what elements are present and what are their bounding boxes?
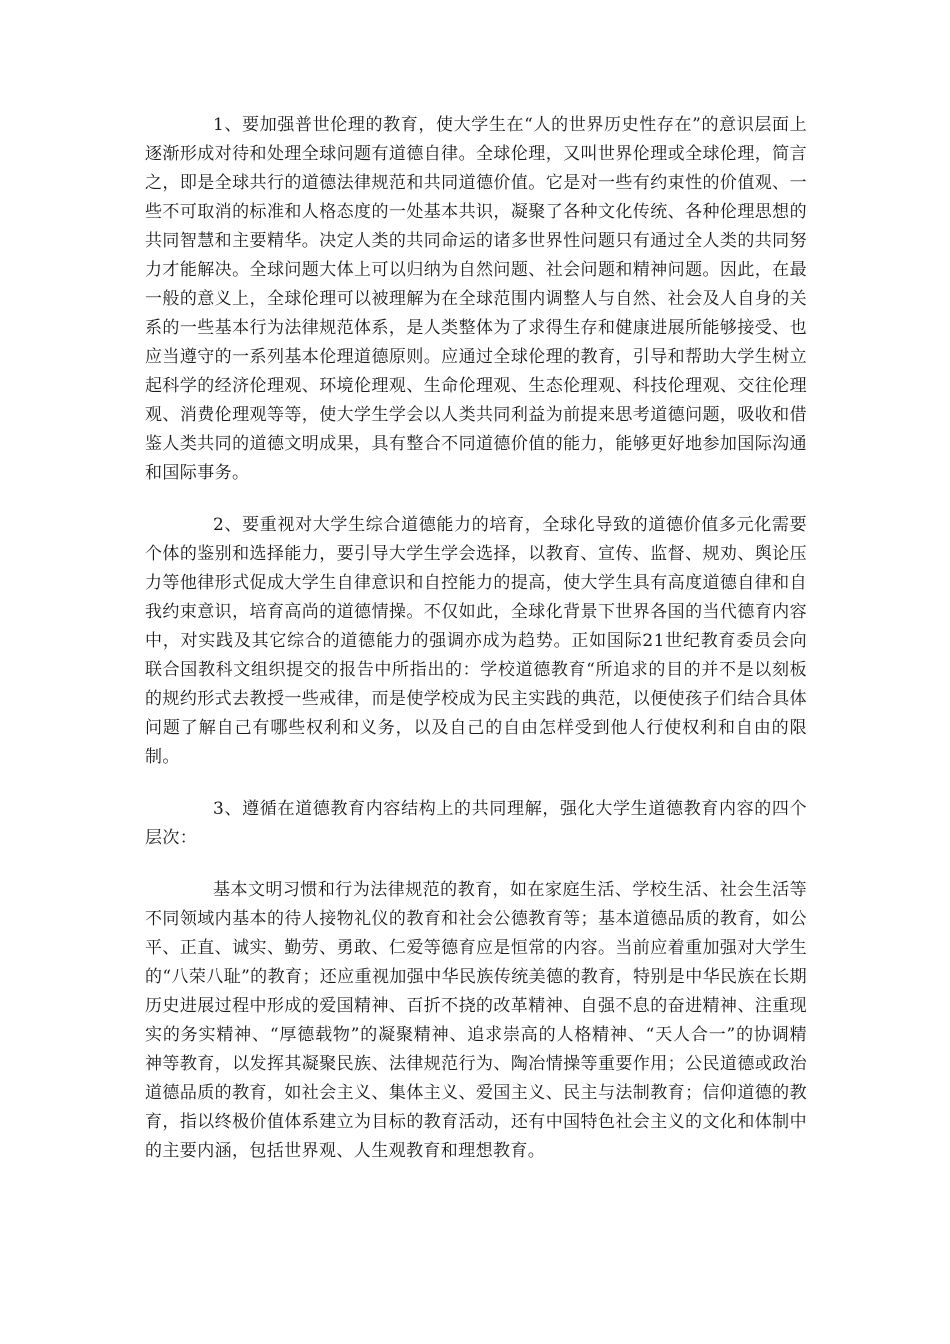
paragraph-3: 3、遵循在道德教育内容结构上的共同理解，强化大学生道德教育内容的四个层次： (145, 799, 807, 848)
paragraph-2: 2、要重视对大学生综合道德能力的培育，全球化导致的道德价值多元化需要个体的鉴别和选择能力，要引导大学生学会选择，以教育、宣传、监督、规劝、舆论压力等他律形式促成大学生自律意识和自控能力的提高，使大学生具有高度道德自律和自我约束意识，培育高尚的道德情操。不仅如此，全球化背景下世界各国的当代德育内容中，对实践及其它综合的道德能力的强调亦成为趋势。正如国际21世纪教育委员会向联合国教科文组织提交的报告中所指出的：学校道德教育“所追求的目的并不是以刻板的规约形式去教授一些戒律，而是使学校成为民主实践的典范，以便使孩子们结合具体问题了解自己有哪些权利和义务，以及自己的自由怎样受到他人行使权利和自由的限制。 (145, 515, 807, 767)
paragraph-4: 基本文明习惯和行为法律规范的教育，如在家庭生活、学校生活、社会生活等不同领域内基本的待人接物礼仪的教育和社会公德教育等；基本道德品质的教育，如公平、正直、诚实、勤劳、勇敢、仁爱等德育应是恒常的内容。当前应着重加强对大学生的“八荣八耻”的教育；还应重视加强中华民族传统美德的教育，特别是中华民族在长期历史进展过程中形成的爱国精神、百折不挠的改革精神、自强不息的奋进精神、注重现实的务实精神、“厚德载物”的凝聚精神、追求崇高的人格精神、“天人合一”的协调精神等教育，以发挥其凝聚民族、法律规范行为、陶冶情操等重要作用；公民道德或政治道德品质的教育，如社会主义、集体主义、爱国主义、民主与法制教育；信仰道德的教育，指以终极价值体系建立为目标的教育活动，还有中国特色社会主义的文化和体制中的主要内涵，包括世界观、人生观教育和理想教育。 (145, 880, 807, 1161)
document-body (145, 111, 807, 1189)
paragraph-1: 1、要加强普世伦理的教育，使大学生在“人的世界历史性存在”的意识层面上逐渐形成对待和处理全球问题有道德自律。全球伦理，又叫世界伦理或全球伦理，简言之，即是全球共行的道德法律规范和共同道德价值。它是对一些有约束性的价值观、一些不可取消的标准和人格态度的一处基本共识，凝聚了各种文化传统、各种伦理思想的共同智慧和主要精华。决定人类的共同命运的诸多世界性问题只有通过全人类的共同努力才能解决。全球问题大体上可以归纳为自然问题、社会问题和精神问题。因此，在最一般的意义上，全球伦理可以被理解为在全球范围内调整人与自然、社会及人自身的关系的一些基本行为法律规范体系，是人类整体为了求得生存和健康进展所能够接受、也应当遵守的一系列基本伦理道德原则。应通过全球伦理的教育，引导和帮助大学生树立起科学的经济伦理观、环境伦理观、生命伦理观、生态伦理观、科技伦理观、交往伦理观、消费伦理观等等，使大学生学会以人类共同利益为前提来思考道德问题，吸收和借鉴人类共同的道德文明成果，具有整合不同道德价值的能力，能够更好地参加国际沟通和国际事务。 (145, 115, 807, 483)
